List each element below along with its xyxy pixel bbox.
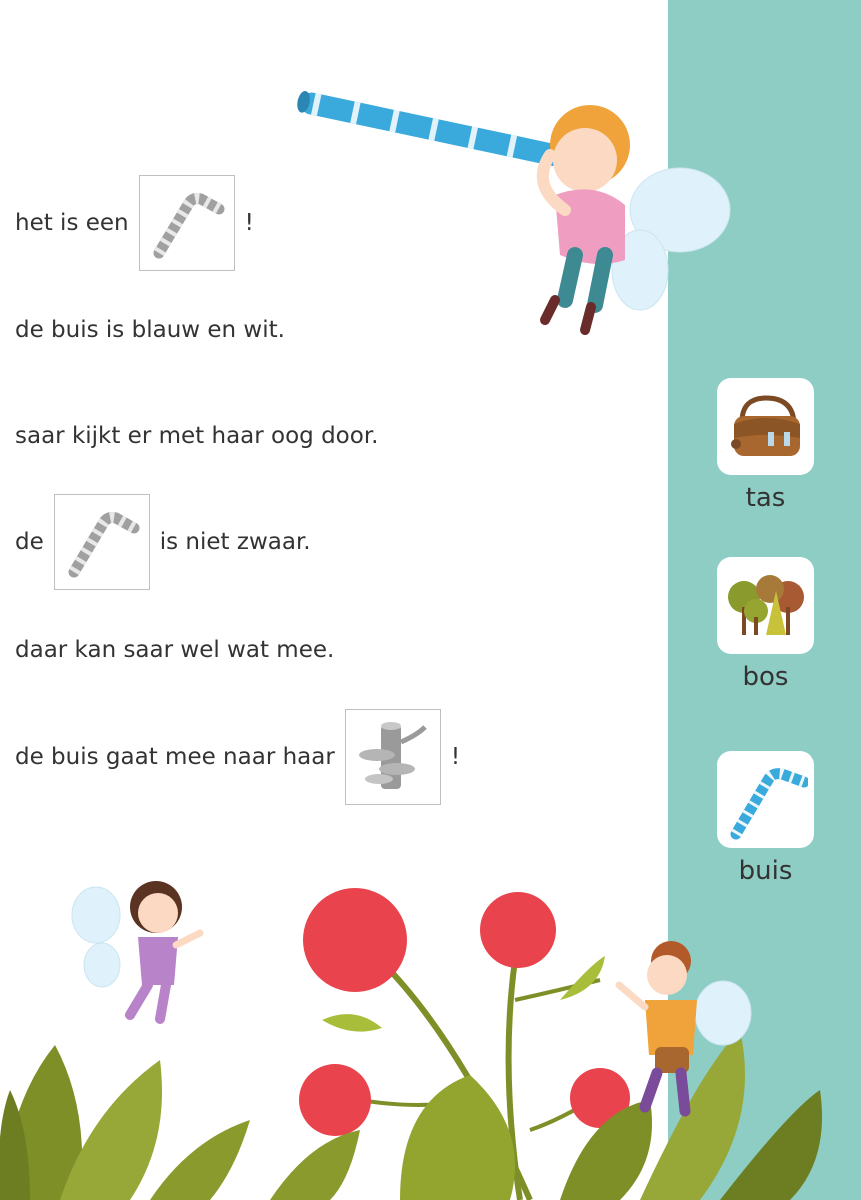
sentence-6-after: ! [450,744,461,770]
word-card-buis-label: buis [738,856,793,886]
word-card-bos[interactable] [717,557,814,692]
buis-icon [139,175,235,271]
sentence-1-before: het is een [15,210,129,236]
forest-icon [717,557,814,654]
sentence-5-text: daar kan saar wel wat mee. [15,637,335,663]
word-card-bos-label: bos [742,662,789,692]
sentence-4 [15,494,311,590]
word-card-buis[interactable] [717,751,814,886]
sentence-4-before: de [15,529,44,555]
flying-fairy-illustration [68,875,208,1035]
sentence-5 [15,637,334,663]
sentence-2 [15,317,285,343]
stump-icon [345,709,441,805]
bag-icon [717,378,814,475]
boy-fairy-illustration [605,935,755,1125]
tube-icon [717,751,814,848]
sentence-1 [15,175,254,271]
word-card-tas[interactable] [717,378,814,513]
fairy-with-tube-illustration [295,85,735,345]
word-card-tas-label: tas [745,483,786,513]
sentence-6 [15,709,460,805]
sentence-3 [15,423,378,449]
sentence-2-text: de buis is blauw en wit. [15,317,285,343]
sentence-3-text: saar kijkt er met haar oog door. [15,423,379,449]
buis-icon [54,494,150,590]
sentence-1-after: ! [244,210,254,236]
sentence-6-before: de buis gaat mee naar haar [15,744,335,770]
sentence-4-after: is niet zwaar. [159,529,311,555]
